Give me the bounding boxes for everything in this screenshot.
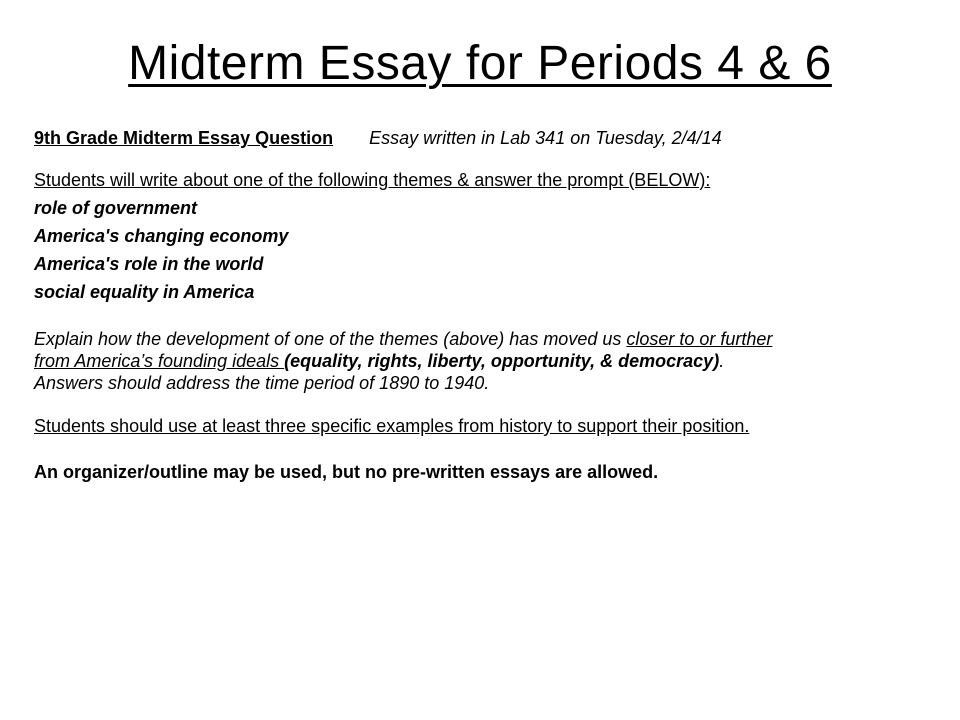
- theme-item: America's changing economy: [34, 226, 289, 246]
- header-row: [34, 124, 934, 152]
- slide-content: [34, 124, 934, 486]
- essay-question-label: 9th Grade Midterm Essay Question: [34, 128, 334, 148]
- prompt-line-1: Explain how the development of one of the themes (above) has moved us closer to or further: [34, 329, 773, 349]
- organizer-note: An organizer/outline may be used, but no pre-written essays are allowed.: [34, 462, 659, 482]
- theme-item: America's role in the world: [34, 254, 264, 274]
- prompt-underlined-phrase: closer to or further: [626, 329, 773, 349]
- essay-prompt: [34, 328, 934, 394]
- prompt-line-3: Answers should address the time period of 1890 to 1940.: [34, 373, 490, 393]
- founding-ideals-list: (equality, rights, liberty, opportunity, & democracy): [284, 351, 720, 371]
- theme-item: role of government: [34, 198, 198, 218]
- examples-requirement: Students should use at least three specific examples from history to support their position.: [34, 416, 750, 436]
- theme-item: social equality in America: [34, 282, 255, 302]
- prompt-line-2: from America’s founding ideals (equality, rights, liberty, opportunity, & democracy).: [34, 351, 725, 371]
- instructions: Students will write about one of the following themes & answer the prompt (BELOW):: [34, 170, 711, 190]
- essay-location-note: Essay written in Lab 341 on Tuesday, 2/4/14: [369, 128, 722, 148]
- themes-list: [34, 194, 934, 306]
- prompt-underlined-phrase-cont: from America’s founding ideals: [34, 351, 285, 371]
- slide-title: Midterm Essay for Periods 4 & 6: [128, 37, 832, 90]
